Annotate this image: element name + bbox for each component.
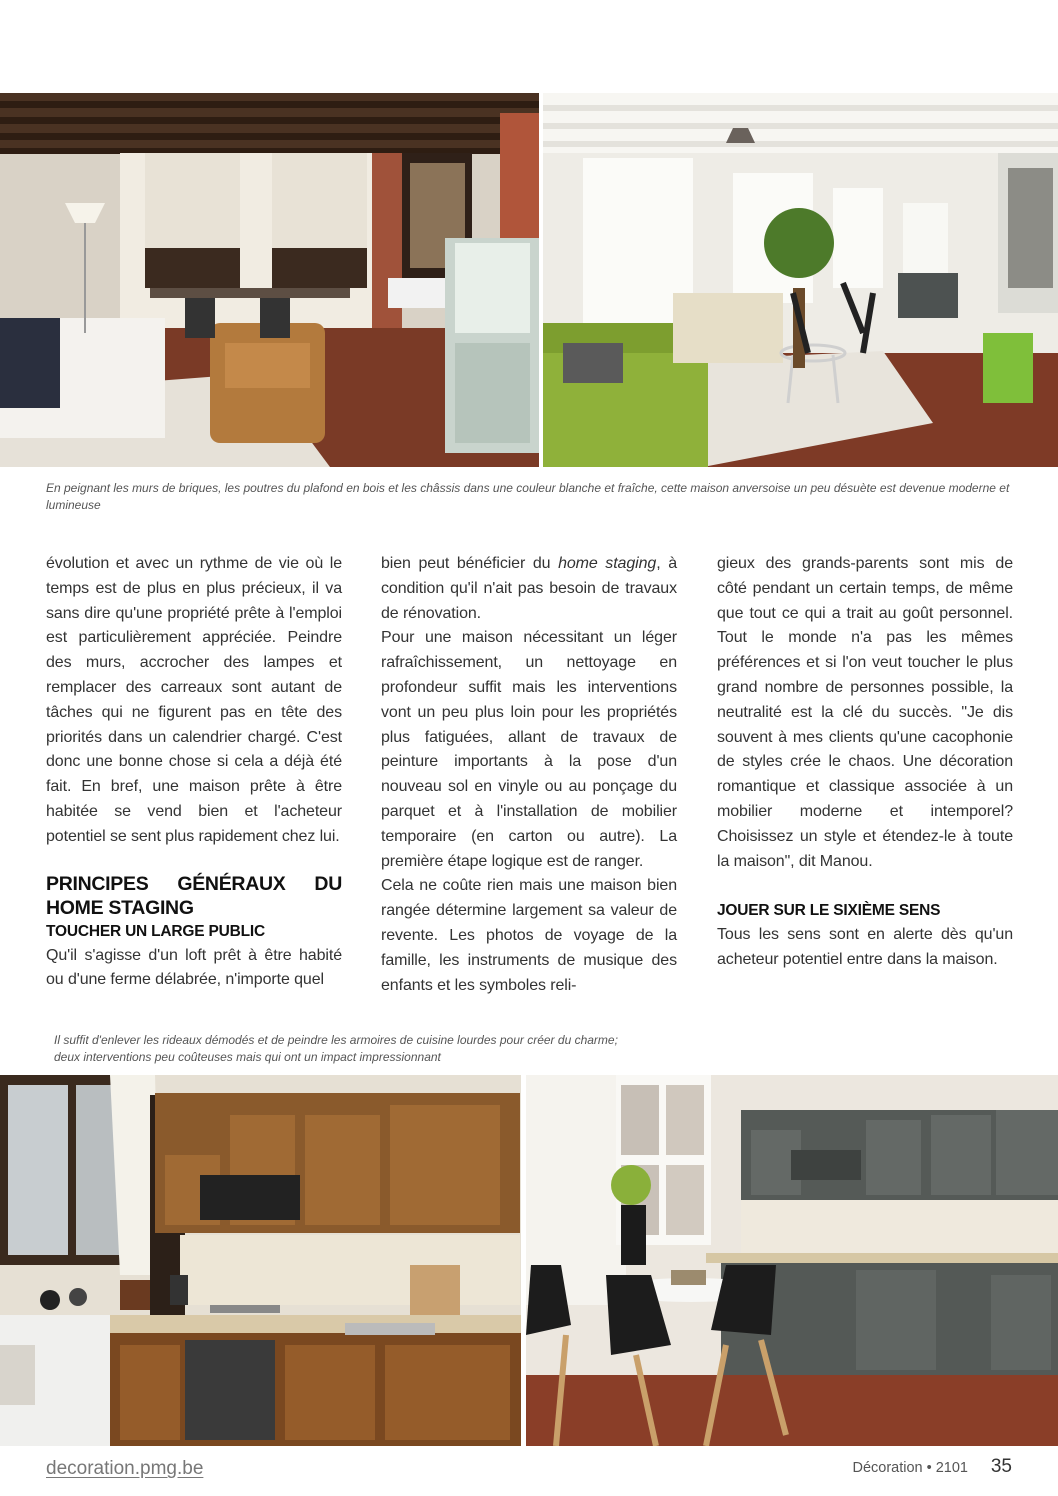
photo-living-room-before: [0, 93, 539, 467]
col1-paragraph-1: évolution et avec un rythme de vie où le temps est de plus en plus précieux, il va sans dire qu'une propriété prête à l'emploi est particulièrement appréciée. Peindre des murs, accrocher des lampes et remplacer des carreaux sont autant de tâches qui ne figurent pas en tête des priorités dans un calendrier chargé. C'est donc une bonne chose si cela a déjà été fait. En bref, une maison prête à être habitée se vend bien et l'acheteur potentiel se sent plus rapidement chez lui.: [46, 555, 342, 845]
photo-kitchen-before: [0, 1075, 521, 1446]
col2-p1-end: , à condition qu'il n'ait pas besoin de travaux de rénovation.: [381, 555, 677, 622]
section-heading-principes: PRINCIPES GÉNÉRAUX DU HOME STAGING: [46, 872, 342, 919]
col2-paragraph-3: Cela ne coûte rien mais une maison bien rangée détermine largement sa valeur de revente. Les photos de voyage de la famille, les instruments de musique des enfants et les symboles reli-: [381, 877, 677, 994]
col2-p1-emphasis: home staging: [558, 555, 657, 572]
article-column-2: [381, 552, 677, 998]
footer-website-link[interactable]: decoration.pmg.be: [46, 1458, 204, 1479]
bottom-caption-line-2: deux interventions peu coûteuses mais qui ont un impact impressionnant: [54, 1050, 441, 1064]
col3-paragraph-2: Tous les sens sont en alerte dès qu'un acheteur potentiel entre dans la maison.: [717, 926, 1013, 968]
col2-paragraph-2: Pour une maison nécessitant un léger rafraîchissement, un nettoyage en profondeur suffit mais les interventions vont un peu plus loin pour les propriétés plus fatiguées, allant de travaux de peinture importants à la pose d'un nouveau sol en vinyle ou au ponçage du parquet et à l'installation de mobilier temporaire (en carton ou autre). La première étape logique est de ranger.: [381, 629, 677, 870]
subheading-sixieme-sens: JOUER SUR LE SIXIÈME SENS: [717, 902, 941, 920]
top-caption-text: En peignant les murs de briques, les poutres du plafond en bois et les châssis dans une couleur blanche et fraîche, cette maison anversoise un peu désuète est devenue moderne et lumineuse: [46, 481, 1010, 512]
footer-page-number: 35: [990, 1456, 1012, 1477]
photo-living-room-after: [543, 93, 1058, 467]
subheading-toucher: TOUCHER UN LARGE PUBLIC: [46, 922, 266, 940]
col2-paragraph-1: [381, 552, 677, 626]
article-column-1: [46, 552, 342, 993]
col3-paragraph-1: gieux des grands-parents sont mis de côté pendant un certain temps, de même que tout ce qui a trait au goût personnel. Tout le monde n'a pas les mêmes préférences et si l'on veut toucher le plus grand nombre de personnes possible, la neutralité est la clé du succès. "Je dis souvent à mes clients qu'une cacophonie de styles crée le chaos. Une décoration romantique et classique associée à un mobilier moderne et intemporel? Choisissez un style et étendez-le à toute la maison", dit Manou.: [717, 555, 1013, 870]
article-column-3: [717, 552, 1013, 973]
col2-p1-start: bien peut bénéficier du: [381, 555, 559, 572]
bottom-photo-caption: [54, 1032, 754, 1066]
col1-paragraph-2: Qu'il s'agisse d'un loft prêt à être habité ou d'une ferme délabrée, n'importe quel: [46, 946, 342, 989]
photo-kitchen-after: [526, 1075, 1058, 1446]
bottom-caption-line-1: Il suffit d'enlever les rideaux démodés et de peindre les armoires de cuisine lourdes pour créer du charme;: [54, 1033, 618, 1047]
column-spacer: [717, 874, 1013, 899]
top-photo-caption: [46, 480, 1012, 514]
footer-magazine-issue: Décoration • 2101: [852, 1460, 968, 1476]
